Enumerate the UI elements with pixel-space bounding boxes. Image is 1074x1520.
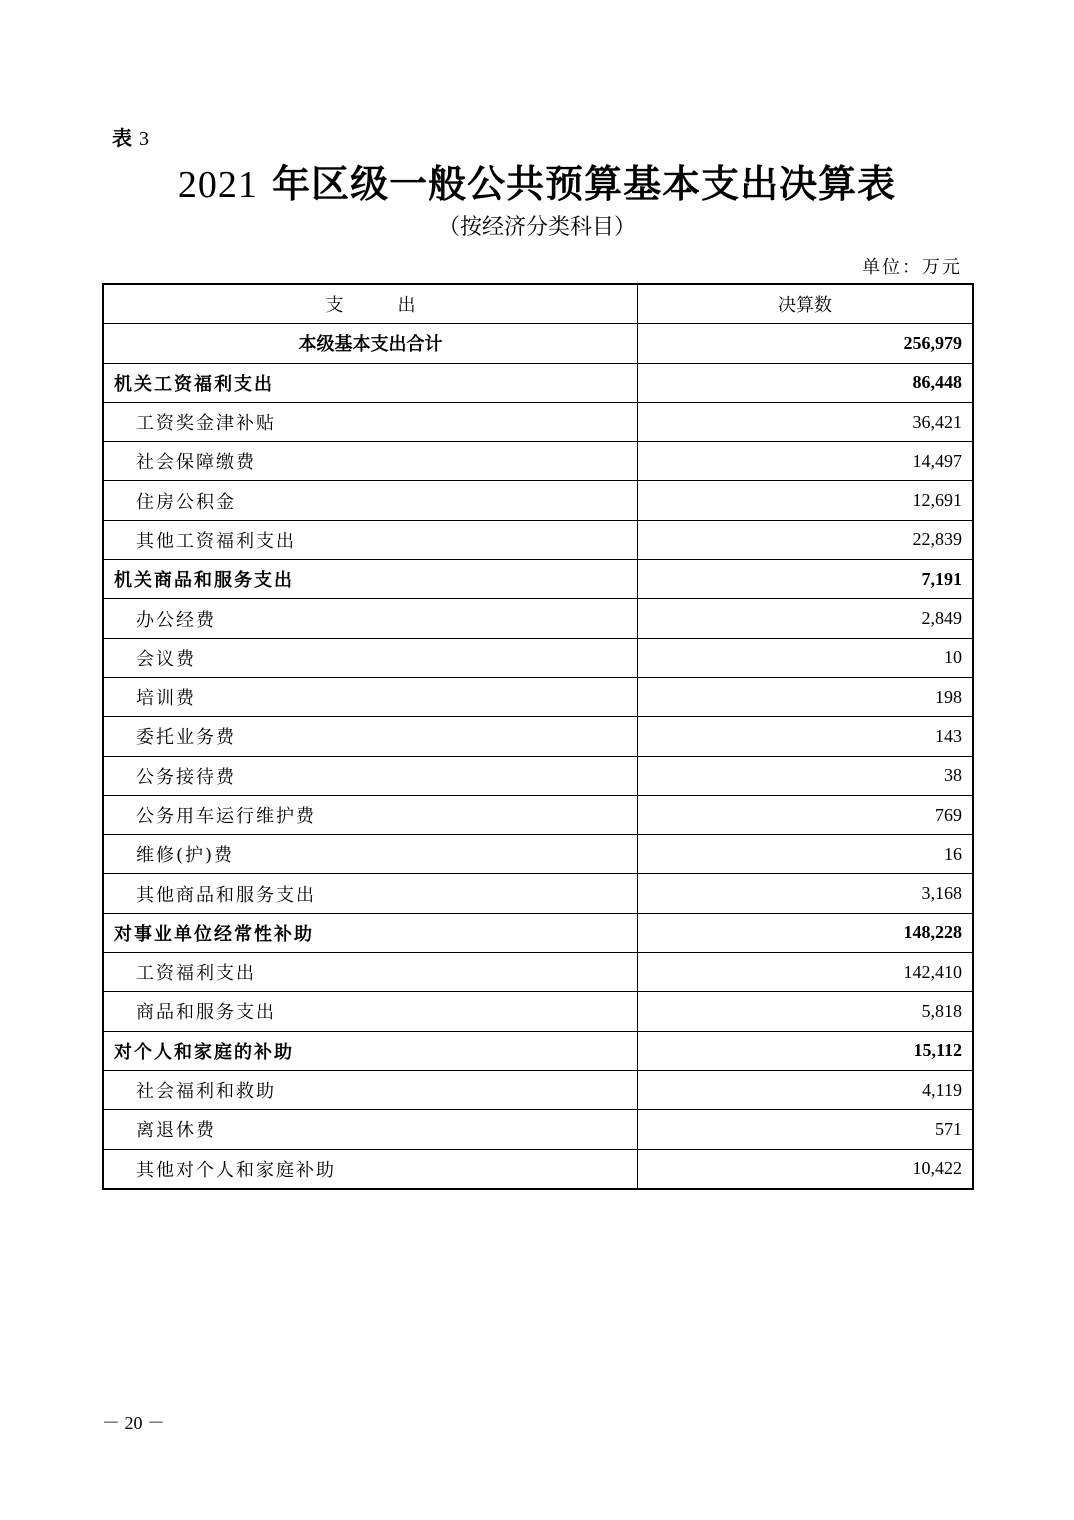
- row-name: 培训费: [103, 677, 638, 716]
- row-value: 16: [638, 835, 973, 874]
- row-value: 143: [638, 717, 973, 756]
- table-row: [103, 1110, 973, 1149]
- row-name: 商品和服务支出: [103, 992, 638, 1031]
- row-name: 其他商品和服务支出: [103, 874, 638, 913]
- row-value: 10: [638, 638, 973, 677]
- row-value: 142,410: [638, 953, 973, 992]
- row-value: 2,849: [638, 599, 973, 638]
- row-value: 769: [638, 795, 973, 834]
- unit-label: 单位：万元: [862, 257, 962, 278]
- row-name: 公务用车运行维护费: [103, 795, 638, 834]
- row-name: 住房公积金: [103, 481, 638, 520]
- row-name: 维修(护)费: [103, 835, 638, 874]
- table-row: [103, 442, 973, 481]
- table-row: [103, 638, 973, 677]
- row-value: 15,112: [638, 1031, 973, 1070]
- page-subtitle: （按经济分类科目）: [437, 215, 636, 240]
- table-row: [103, 481, 973, 520]
- table-label-number: 3: [138, 128, 149, 150]
- budget-table: [102, 283, 974, 1190]
- row-name: 会议费: [103, 638, 638, 677]
- row-name: 机关工资福利支出: [103, 363, 638, 402]
- page-number: － 20 －: [102, 1413, 165, 1433]
- title-year: 2021: [177, 164, 258, 206]
- row-name: 工资福利支出: [103, 953, 638, 992]
- row-name: 本级基本支出合计: [103, 324, 638, 363]
- table-row: [103, 795, 973, 834]
- row-name: 离退休费: [103, 1110, 638, 1149]
- table-row: [103, 717, 973, 756]
- row-name: 其他对个人和家庭补助: [103, 1149, 638, 1189]
- table-row: [103, 402, 973, 441]
- table-row: [103, 324, 973, 363]
- table-label: [112, 122, 149, 151]
- header-expenditure: 支 出: [103, 284, 638, 324]
- row-value: 10,422: [638, 1149, 973, 1189]
- row-value: 571: [638, 1110, 973, 1149]
- page-title: [0, 153, 1074, 208]
- title-text: 年区级一般公共预算基本支出决算表: [257, 161, 897, 206]
- table-row: [103, 1070, 973, 1109]
- table-row: [103, 560, 973, 599]
- row-name: 对事业单位经常性补助: [103, 913, 638, 952]
- row-value: 14,497: [638, 442, 973, 481]
- row-value: 22,839: [638, 520, 973, 559]
- header-final-amount: 决算数: [638, 284, 973, 324]
- table-label-prefix: 表: [112, 126, 132, 150]
- row-name: 对个人和家庭的补助: [103, 1031, 638, 1070]
- row-value: 148,228: [638, 913, 973, 952]
- table-row: [103, 992, 973, 1031]
- row-value: 198: [638, 677, 973, 716]
- table-row: [103, 1031, 973, 1070]
- row-value: 3,168: [638, 874, 973, 913]
- table-row: [103, 835, 973, 874]
- row-name: 工资奖金津补贴: [103, 402, 638, 441]
- table-body: [103, 324, 973, 1189]
- table-row: [103, 756, 973, 795]
- table-row: [103, 953, 973, 992]
- row-name: 机关商品和服务支出: [103, 560, 638, 599]
- table-row: [103, 520, 973, 559]
- table-row: [103, 1149, 973, 1189]
- row-value: 7,191: [638, 560, 973, 599]
- row-name: 社会福利和救助: [103, 1070, 638, 1109]
- row-value: 4,119: [638, 1070, 973, 1109]
- table-header-row: [103, 284, 973, 324]
- row-value: 86,448: [638, 363, 973, 402]
- row-name: 委托业务费: [103, 717, 638, 756]
- row-name: 其他工资福利支出: [103, 520, 638, 559]
- row-value: 12,691: [638, 481, 973, 520]
- row-name: 公务接待费: [103, 756, 638, 795]
- table-row: [103, 677, 973, 716]
- table-row: [103, 874, 973, 913]
- row-value: 38: [638, 756, 973, 795]
- row-value: 256,979: [638, 324, 973, 363]
- row-name: 社会保障缴费: [103, 442, 638, 481]
- table-row: [103, 913, 973, 952]
- table-row: [103, 599, 973, 638]
- row-value: 36,421: [638, 402, 973, 441]
- table-row: [103, 363, 973, 402]
- row-value: 5,818: [638, 992, 973, 1031]
- row-name: 办公经费: [103, 599, 638, 638]
